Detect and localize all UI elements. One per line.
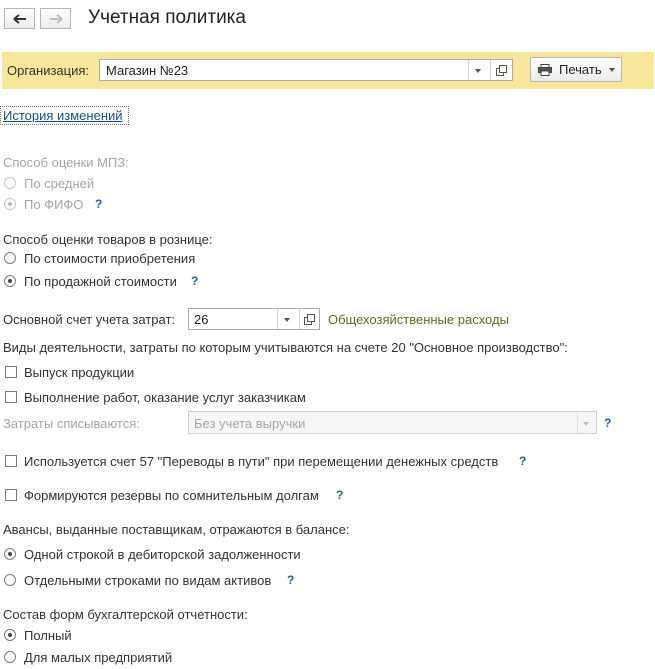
- help-icon[interactable]: ?: [191, 274, 199, 288]
- advances-option-single: Одной строкой в дебиторской задолженности: [24, 547, 301, 562]
- writeoff-field[interactable]: [188, 411, 597, 434]
- reports-option-small: Для малых предприятий: [24, 650, 173, 665]
- arrow-right-icon: [49, 14, 63, 24]
- radio-retail-cost[interactable]: [4, 252, 16, 264]
- radio-mpz-fifo[interactable]: [4, 198, 16, 210]
- checkbox-reserves[interactable]: [5, 489, 17, 501]
- radio-mpz-average[interactable]: [4, 177, 16, 189]
- reports-label: Состав форм бухгалтерской отчетности:: [3, 607, 248, 622]
- writeoff-label: Затраты списываются:: [3, 416, 140, 431]
- writeoff-value: Без учета выручки: [194, 416, 306, 431]
- arrow-left-icon: [13, 14, 27, 24]
- back-button[interactable]: [4, 8, 35, 29]
- account-value: 26: [194, 312, 209, 327]
- account-description: Общехозяйственные расходы: [328, 312, 509, 327]
- help-icon[interactable]: ?: [519, 454, 527, 468]
- organization-value: Магазин №23: [106, 63, 189, 78]
- printer-icon: [538, 64, 552, 76]
- mpz-option-fifo: По ФИФО: [24, 197, 84, 212]
- reserves-label: Формируются резервы по сомнительным долгам: [24, 488, 319, 503]
- account57-label: Используется счет 57 "Переводы в пути" при перемещении денежных средств: [24, 454, 499, 469]
- radio-reports-small[interactable]: [4, 651, 16, 663]
- retail-label: Способ оценки товаров в рознице:: [3, 232, 213, 247]
- page-title: Учетная политика: [88, 7, 246, 28]
- help-icon[interactable]: ?: [336, 488, 344, 502]
- advances-label: Авансы, выданные поставщикам, отражаются в балансе:: [3, 522, 350, 537]
- mpz-label: Способ оценки МПЗ:: [3, 155, 129, 170]
- chevron-down-icon[interactable]: [475, 69, 481, 73]
- open-icon[interactable]: [496, 65, 507, 76]
- open-icon[interactable]: [304, 314, 315, 325]
- checkbox-account57[interactable]: [5, 455, 17, 467]
- reports-option-full: Полный: [24, 628, 72, 643]
- chevron-down-icon: [609, 68, 615, 72]
- mpz-option-average: По средней: [24, 176, 95, 191]
- radio-advances-separate[interactable]: [4, 574, 16, 586]
- help-icon[interactable]: ?: [95, 197, 103, 211]
- checkbox-services[interactable]: [5, 391, 17, 403]
- print-label: Печать: [559, 62, 602, 77]
- forward-button[interactable]: [40, 8, 71, 29]
- help-icon[interactable]: ?: [604, 416, 612, 430]
- radio-retail-sale[interactable]: [4, 275, 16, 287]
- help-icon[interactable]: ?: [287, 573, 295, 587]
- account-label: Основной счет учета затрат:: [3, 312, 176, 327]
- chevron-down-icon[interactable]: [284, 318, 290, 322]
- advances-option-separate: Отдельными строками по видам активов: [24, 573, 272, 588]
- radio-advances-single[interactable]: [4, 548, 16, 560]
- radio-reports-full[interactable]: [4, 629, 16, 641]
- chevron-down-icon: [583, 422, 589, 426]
- retail-option-sale: По продажной стоимости: [24, 274, 177, 289]
- history-link[interactable]: История изменений: [3, 108, 123, 123]
- activities-label: Виды деятельности, затраты по которым учитываются на счете 20 "Основное производство":: [3, 340, 568, 355]
- activities-option-production: Выпуск продукции: [24, 365, 135, 380]
- retail-option-cost: По стоимости приобретения: [24, 251, 196, 266]
- organization-label: Организация:: [7, 63, 90, 78]
- checkbox-production[interactable]: [5, 366, 17, 378]
- print-button[interactable]: [530, 57, 622, 82]
- activities-option-services: Выполнение работ, оказание услуг заказчикам: [24, 390, 306, 405]
- account-field[interactable]: [188, 308, 320, 330]
